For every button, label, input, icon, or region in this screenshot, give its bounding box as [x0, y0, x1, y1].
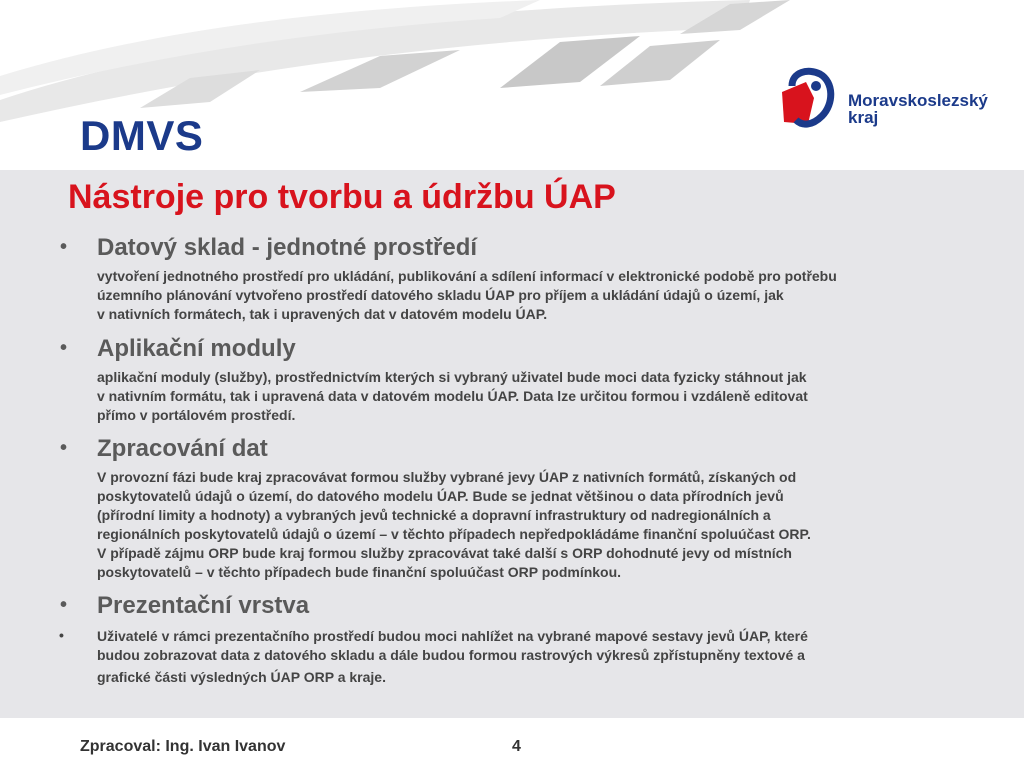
region-emblem-icon — [778, 64, 848, 134]
footer-author: Zpracoval: Ing. Ivan Ivanov — [80, 738, 286, 755]
paragraph-line: Uživatelé v rámci prezentačního prostředí budou moci nahlížet na vybrané mapové sestavy jevů ÚAP, které — [97, 628, 808, 644]
section-paragraph — [97, 468, 811, 582]
section-heading-text: Aplikační moduly — [97, 335, 296, 362]
paragraph-line: V provozní fázi bude kraj zpracovávat formou služby vybrané jevy ÚAP z nativních formátů, získaných od — [97, 469, 797, 485]
region-logo — [778, 64, 998, 134]
paragraph-line: v nativních formátech, tak i upravených dat v datovém modelu ÚAP. — [97, 306, 548, 322]
bullet-icon: • — [60, 594, 68, 616]
section-heading — [60, 234, 477, 262]
slide-title: Nástroje pro tvorbu a údržbu ÚAP — [68, 178, 616, 216]
bullet-icon: • — [59, 627, 64, 643]
paragraph-line: poskytovatelů údajů o území, do datového modelu ÚAP. Bude se jednat většinou o data přírodních jevů — [97, 488, 784, 504]
bullet-icon: • — [60, 437, 68, 459]
section-heading-text: Prezentační vrstva — [97, 592, 310, 619]
paragraph-line: v nativním formátu, tak i upravená data v datovém modelu ÚAP. Data lze určitou formou i vzdáleně editovat — [97, 388, 808, 404]
section-paragraph — [97, 627, 808, 687]
paragraph-line: přímo v portálovém prostředí. — [97, 407, 296, 423]
section-paragraph — [97, 368, 808, 425]
section-heading — [60, 335, 296, 363]
section-heading — [60, 435, 268, 463]
paragraph-line: aplikační moduly (služby), prostřednictvím kterých si vybraný uživatel bude moci data fyzicky stáhnout jak — [97, 369, 807, 385]
section-heading-text: Datový sklad - jednotné prostředí — [97, 234, 478, 261]
logo-text — [848, 92, 988, 126]
paragraph-line: vytvoření jednotného prostředí pro ukládání, publikování a sdílení informací v elektronické podobě pro potřebu — [97, 268, 837, 284]
section-paragraph — [97, 267, 837, 324]
paragraph-line: (přírodní limity a hodnoty) a vybraných jevů technické a dopravní infrastruktury od nadregionálních a — [97, 507, 771, 523]
paragraph-line: grafické části výsledných ÚAP ORP a kraje. — [97, 669, 386, 685]
bullet-icon: • — [60, 337, 68, 359]
paragraph-line: regionálních poskytovatelů údajů o území – v těchto případech nepředpokládáme finanční spoluúčast ORP. — [97, 526, 811, 542]
bullet-icon: • — [60, 236, 68, 258]
logo-line-1: Moravskoslezský — [848, 91, 988, 110]
logo-line-2: kraj — [848, 108, 879, 127]
paragraph-line: V případě zájmu ORP bude kraj formou služby zpracovávat také další s ORP dohodnuté jevy od místních — [97, 545, 792, 561]
paragraph-line: územního plánování vytvořeno prostředí datového skladu ÚAP pro příjem a ukládání údajů o území, jak — [97, 287, 784, 303]
section-heading-text: Zpracování dat — [97, 435, 268, 462]
slide-header — [0, 0, 1024, 170]
paragraph-line: budou zobrazovat data z datového skladu a dále budou formou rastrových výkresů zpřístupněny textové a — [97, 647, 805, 663]
brand-title: DMVS — [80, 112, 204, 159]
paragraph-line: poskytovatelů – v těchto případech bude finanční spoluúčast ORP podmínkou. — [97, 564, 622, 580]
section-heading — [60, 592, 309, 620]
page-number: 4 — [512, 738, 521, 755]
